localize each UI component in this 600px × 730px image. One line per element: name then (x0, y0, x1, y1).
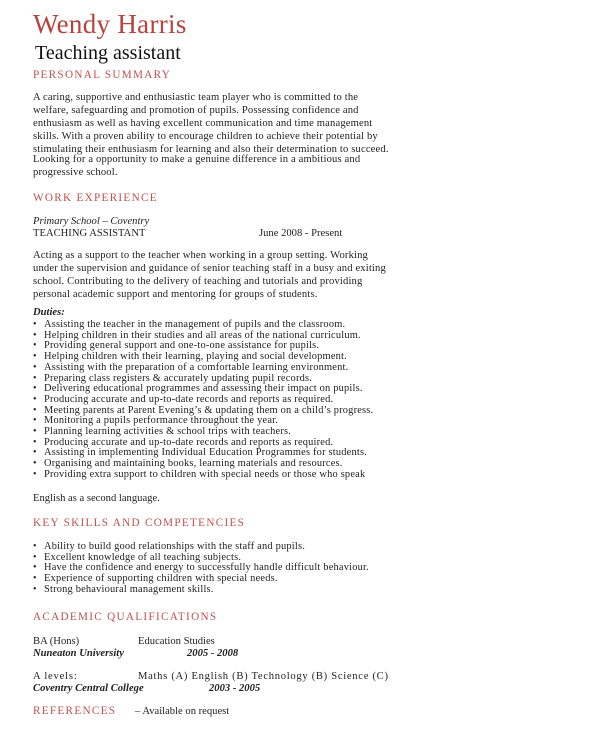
skill-item: • Excellent knowledge of all teaching subjects. (33, 553, 553, 564)
candidate-name: Wendy Harris (33, 9, 187, 39)
college-years: 2003 - 2005 (209, 683, 261, 694)
summary-line: skills. With a proven ability to encourage children to achieve their potential by (33, 131, 378, 142)
duties-list (33, 320, 553, 481)
skills-list (33, 542, 553, 596)
duty-item: • Producing accurate and up-to-date records and reports as required. (33, 438, 553, 449)
skill-item: • Strong behavioural management skills. (33, 585, 553, 596)
summary-line: stimulating their enthusiasm for learning and also their determination to succeed. (33, 144, 389, 155)
college: Coventry Central College (33, 683, 144, 694)
employment-dates: June 2008 - Present (259, 228, 343, 239)
university: Nuneaton University (33, 648, 124, 659)
summary-line: welfare, safeguarding and promotion of pupils. Possessing confidence and (33, 105, 359, 116)
education-heading: ACADEMIC QUALIFICATIONS (33, 611, 218, 623)
skill-item: • Have the confidence and energy to successfully handle difficult behaviour. (33, 563, 553, 574)
references-text: – Available on request (135, 706, 230, 717)
summary-line: progressive school. (33, 167, 118, 178)
work-description-line: personal academic support and mentoring for groups of students. (33, 289, 318, 300)
duty-item: • Helping children with their learning, playing and social development. (33, 352, 553, 363)
university-years: 2005 - 2008 (187, 648, 239, 659)
duty-item: • Planning learning activities & school trips with teachers. (33, 427, 553, 438)
work-heading: WORK EXPERIENCE (33, 192, 158, 204)
skill-item: • Experience of supporting children with special needs. (33, 574, 553, 585)
alevels-subjects: Maths (A) English (B) Technology (B) Science (C) (138, 671, 389, 682)
summary-line: enthusiasm as well as having excellent communication and time management (33, 118, 373, 129)
employer: Primary School – Coventry (33, 216, 150, 227)
summary-heading: PERSONAL SUMMARY (33, 69, 172, 81)
skills-heading: KEY SKILLS AND COMPETENCIES (33, 517, 246, 529)
duty-item: • Assisting with the preparation of a comfortable learning environment. (33, 363, 553, 374)
duty-item: • Delivering educational programmes and assessing their impact on pupils. (33, 384, 553, 395)
duty-item: • Providing general support and one-to-one assistance for pupils. (33, 341, 553, 352)
work-description (33, 249, 543, 301)
degree-subject: Education Studies (138, 636, 215, 647)
duty-item: • Assisting the teacher in the management of pupils and the classroom. (33, 320, 553, 331)
degree: BA (Hons) (33, 636, 80, 647)
duty-item: • Producing accurate and up-to-date records and reports as required. (33, 395, 553, 406)
skill-item: • Ability to build good relationships with the staff and pupils. (33, 542, 553, 553)
summary-paragraph-1 (33, 91, 543, 156)
duty-item: • Preparing class registers & accurately updating pupil records. (33, 374, 553, 385)
job-title: Teaching assistant (35, 42, 181, 64)
duty-item: • Providing extra support to children with special needs or those who speak (33, 470, 553, 481)
duties-tail: English as a second language. (33, 493, 160, 504)
alevels-label: A levels: (33, 671, 78, 682)
position: TEACHING ASSISTANT (33, 228, 146, 239)
duty-item: • Assisting in implementing Individual Education Programmes for students. (33, 448, 553, 459)
summary-line: A caring, supportive and enthusiastic team player who is committed to the (33, 92, 359, 103)
duties-label: Duties: (33, 307, 65, 318)
duty-item: • Monitoring a pupils performance throughout the year. (33, 416, 553, 427)
work-description-line: under the supervision and guidance of senior teaching staff in a busy and exiting (33, 263, 386, 274)
references-heading: REFERENCES (33, 705, 117, 717)
work-description-line: school. Contributing to the delivery of teaching and tutorials and providing (33, 276, 363, 287)
duty-item: • Helping children in their studies and all areas of the national curriculum. (33, 331, 553, 342)
duty-item: • Organising and maintaining books, learning materials and resources. (33, 459, 553, 470)
work-description-line: Acting as a support to the teacher when working in a group setting. Working (33, 250, 369, 261)
summary-line: Looking for a opportunity to make a genuine difference in a ambitious and (33, 154, 361, 165)
duty-item: • Meeting parents at Parent Evening’s & updating them on a child’s progress. (33, 406, 553, 417)
summary-paragraph-2 (33, 153, 543, 179)
